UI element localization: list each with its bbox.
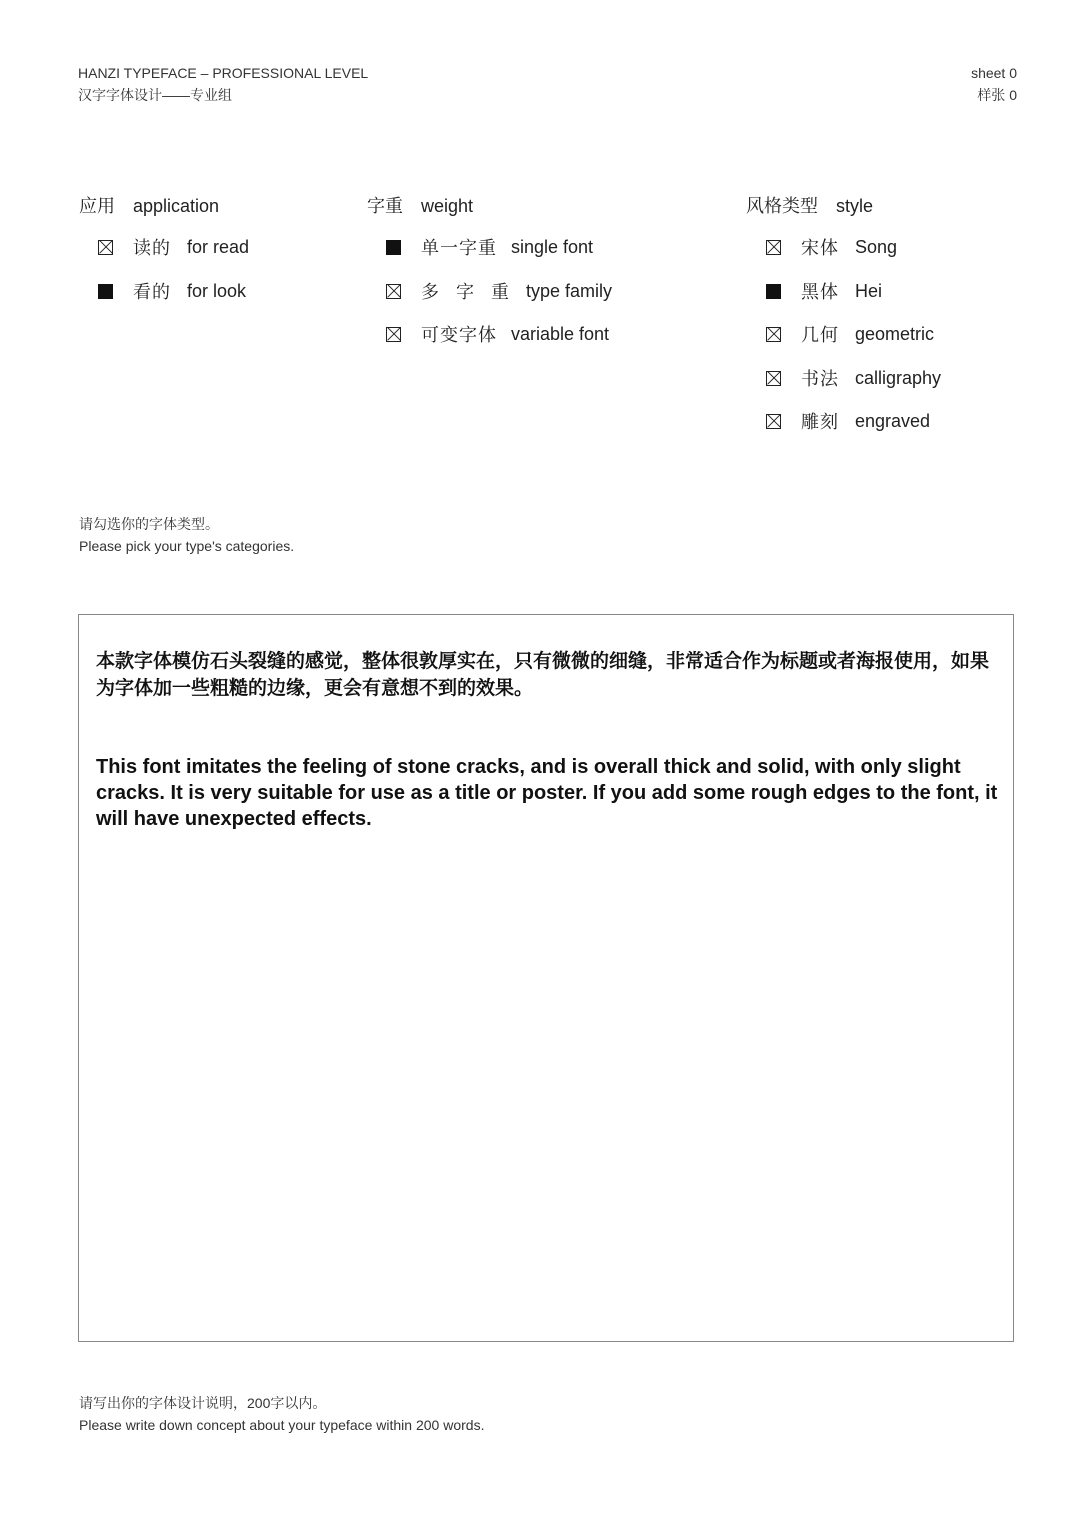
weight-label-zh: 字重	[367, 196, 403, 216]
concept-textbox[interactable]	[78, 614, 1014, 1342]
option-song[interactable]	[766, 235, 897, 259]
option-label-zh: 可变字体	[421, 325, 497, 345]
option-geometric[interactable]	[766, 322, 934, 346]
option-label-en: type family	[526, 280, 613, 301]
unchecked-box-icon[interactable]	[98, 240, 113, 255]
option-engraved[interactable]	[766, 409, 930, 433]
option-calligraphy[interactable]	[766, 366, 941, 390]
option-single-font[interactable]	[386, 235, 593, 259]
write-note-en: Please write down concept about your typeface within 200 words.	[79, 1417, 485, 1433]
unchecked-box-icon[interactable]	[766, 240, 781, 255]
unchecked-box-icon[interactable]	[766, 371, 781, 386]
option-label-en: calligraphy	[855, 367, 942, 388]
weight-label-en: weight	[421, 196, 474, 216]
sheet-zh: 样张 0	[977, 87, 1017, 103]
option-label-zh: 雕刻	[801, 412, 839, 432]
style-label-en: style	[836, 196, 874, 216]
application-label-zh: 应用	[79, 196, 115, 216]
pick-note	[79, 513, 294, 557]
write-note	[79, 1392, 484, 1436]
concept-text-zh: 本款字体模仿石头裂缝的感觉，整体很敦厚实在，只有微微的细缝，非常适合作为标题或者海报使用，如果为字体加一些粗糙的边缘，更会有意想不到的效果。	[96, 651, 990, 699]
application-heading	[79, 192, 219, 218]
style-label-zh: 风格类型	[746, 196, 818, 216]
option-label-en: Hei	[855, 280, 883, 301]
write-note-zh: 请写出你的字体设计说明，200字以内。	[79, 1395, 327, 1411]
checked-box-icon[interactable]	[98, 284, 113, 299]
option-hei[interactable]	[766, 279, 882, 303]
option-label-zh: 书法	[801, 369, 839, 389]
style-heading	[746, 192, 873, 218]
option-label-zh: 单一字重	[421, 238, 497, 258]
option-for-look[interactable]	[98, 279, 246, 303]
unchecked-box-icon[interactable]	[766, 414, 781, 429]
option-label-en: for look	[187, 280, 247, 301]
header-left	[78, 62, 368, 106]
option-label-zh: 读的	[133, 238, 171, 258]
unchecked-box-icon[interactable]	[386, 327, 401, 342]
option-label-en: single font	[511, 236, 594, 257]
option-label-en: for read	[187, 236, 250, 257]
option-label-en: engraved	[855, 410, 931, 431]
weight-heading	[367, 192, 473, 218]
option-label-zh: 看的	[133, 282, 171, 302]
unchecked-box-icon[interactable]	[766, 327, 781, 342]
pick-note-zh: 请勾选你的字体类型。	[79, 516, 219, 532]
option-label-zh: 几何	[801, 325, 839, 345]
option-label-en: geometric	[855, 323, 935, 344]
sheet-en: sheet 0	[971, 65, 1017, 81]
option-variable-font[interactable]	[386, 322, 609, 346]
option-label-en: Song	[855, 236, 898, 257]
option-label-en: variable font	[511, 323, 610, 344]
option-type-family[interactable]	[386, 279, 612, 303]
option-label-zh: 宋体	[801, 238, 839, 258]
unchecked-box-icon[interactable]	[386, 284, 401, 299]
title-zh: 汉字字体设计——专业组	[78, 87, 232, 103]
checked-box-icon[interactable]	[766, 284, 781, 299]
pick-note-en: Please pick your type's categories.	[79, 538, 295, 554]
option-for-read[interactable]	[98, 235, 249, 259]
header-right	[971, 62, 1017, 106]
checked-box-icon[interactable]	[386, 240, 401, 255]
title-en: HANZI TYPEFACE – PROFESSIONAL LEVEL	[78, 65, 369, 81]
concept-text-en: This font imitates the feeling of stone cracks, and is overall thick and solid, with only slight cracks. It is very suitable for use as a title or poster. If you add some rough edges to the font, it will have unexpected effects.	[96, 756, 998, 830]
application-label-en: application	[133, 196, 220, 216]
option-label-zh: 黑体	[801, 282, 839, 302]
option-label-zh: 多 字 重	[421, 282, 511, 302]
